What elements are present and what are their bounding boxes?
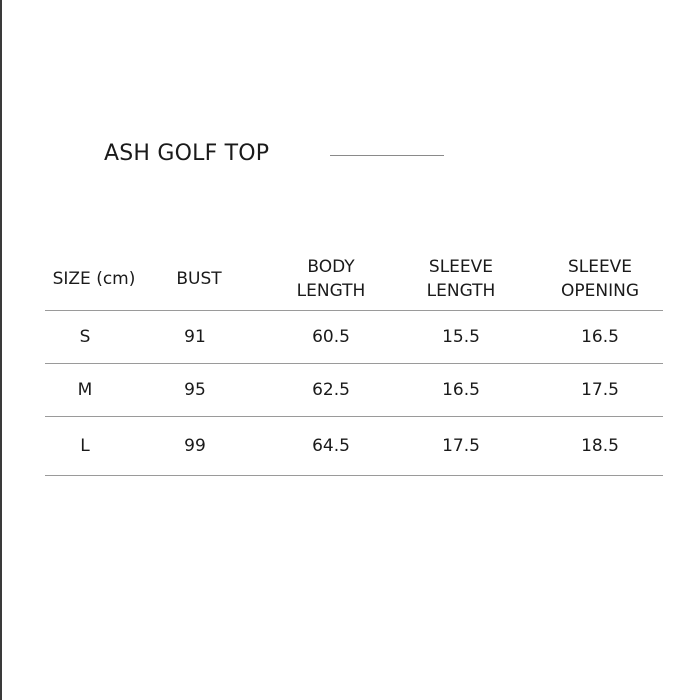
cell-body-length: 62.5 xyxy=(312,380,350,400)
cell-body-length: 64.5 xyxy=(312,436,350,456)
header-bust: BUST xyxy=(176,269,222,289)
table-bottom-rule xyxy=(45,475,663,476)
cell-sleeve-opening: 17.5 xyxy=(581,380,619,400)
cell-sleeve-opening: 16.5 xyxy=(581,327,619,347)
header-body-length: BODY LENGTH xyxy=(296,257,366,301)
table-header-row xyxy=(45,248,665,310)
table-row xyxy=(45,417,665,475)
header-size: SIZE (cm) xyxy=(52,269,136,289)
left-border-line xyxy=(0,0,2,700)
cell-sleeve-length: 16.5 xyxy=(442,380,480,400)
size-chart-table xyxy=(45,248,665,476)
cell-sleeve-opening: 18.5 xyxy=(581,436,619,456)
cell-size: M xyxy=(77,380,93,400)
cell-body-length: 60.5 xyxy=(312,327,350,347)
cell-bust: 91 xyxy=(184,327,206,347)
table-row xyxy=(45,311,665,363)
table-row xyxy=(45,364,665,416)
cell-bust: 95 xyxy=(184,380,206,400)
header-sleeve-opening: SLEEVE OPENING xyxy=(561,257,639,301)
header-sleeve-length: SLEEVE LENGTH xyxy=(426,257,496,301)
cell-sleeve-length: 17.5 xyxy=(442,436,480,456)
cell-sleeve-length: 15.5 xyxy=(442,327,480,347)
product-title: ASH GOLF TOP xyxy=(104,141,270,166)
title-divider xyxy=(330,155,444,156)
cell-bust: 99 xyxy=(184,436,206,456)
cell-size: L xyxy=(80,436,90,456)
cell-size: S xyxy=(79,327,91,347)
